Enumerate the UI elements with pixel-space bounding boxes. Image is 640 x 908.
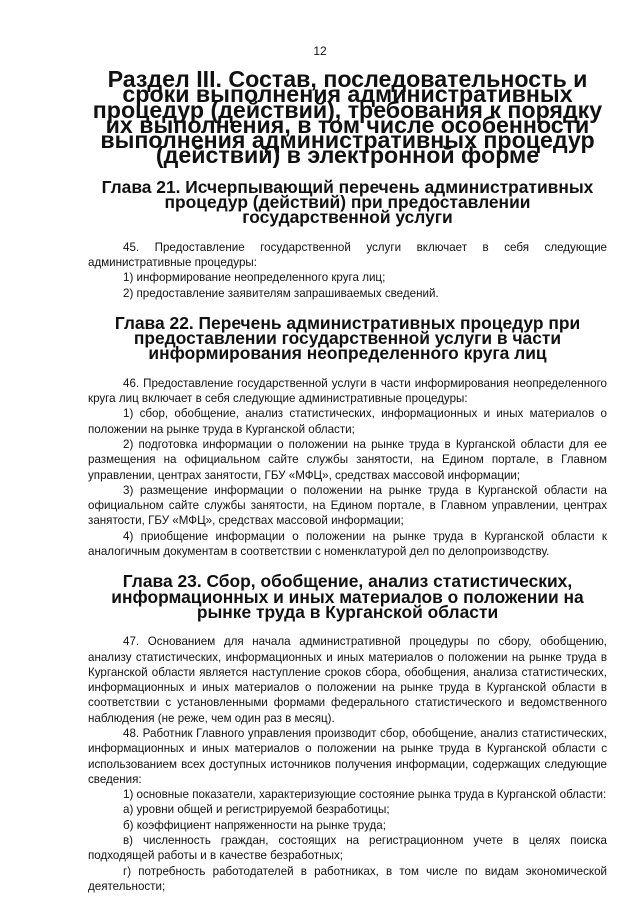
list-item: г) потребность работодателей в работниках, в том числе по видам экономической деятельности; <box>88 864 607 893</box>
chapter-22-body <box>88 376 607 560</box>
chapter-22-heading: Глава 22. Перечень административных процедур при предоставлении государственной услуги в части информирования неопределенного круга лиц <box>114 312 581 364</box>
list-item: 1) сбор, обобщение, анализ статистических, информационных и иных материалов о положении на рынке труда в Курганской области; <box>88 407 607 436</box>
list-item: в) численность граждан, состоящих на регистрационном учете в целях поиска подходящей работы и в качестве безработных; <box>88 834 607 863</box>
list-item: 1) основные показатели, характеризующие состояние рынка труда в Курганской области: <box>123 788 607 802</box>
chapter-23-heading: Глава 23. Сбор, обобщение, анализ статистических, информационных и иных материалов о положении на рынке труда в Курганской области <box>111 571 584 622</box>
chapter-21-heading: Глава 21. Исчерпывающий перечень административных процедур (действий) при предоставлении государственной услуги <box>101 176 594 228</box>
list-item: 2) предоставление заявителям запрашиваемых сведений. <box>123 286 439 300</box>
paragraph: 47. Основанием для начала административной процедуры по сбору, обобщению, анализу статистических, информационных и иных материалов о положении на рынке труда в Курганской области является наступление сроков сбора, обобщения, анализа статистических, информационных и иных материалов о положении на рынке труда в Курганской области в соответствии с установленными формами федерального статистического и ведомственного наблюдения (не реже, чем один раз в месяц). <box>88 635 607 725</box>
chapter-21-body <box>88 240 607 301</box>
paragraph: 48. Работник Главного управления производит сбор, обобщение, анализ статистических, информационных и иных материалов о положении на рынке труда в Курганской области с использованием всех доступных источников получения информации, содержащих следующие сведения: <box>88 726 607 786</box>
section-heading: Раздел III. Состав, последовательность и сроки выполнения административных процедур (действий), требования к порядку их выполнения, в том числе особенности выполнения административных процедур (действий) в электронной форме <box>92 66 603 169</box>
paragraph: 46. Предоставление государственной услуги в части информирования неопределенного круга лиц включает в себя следующие административные процедуры: <box>88 376 607 406</box>
list-item: б) коэффициент напряженности на рынке труда; <box>123 818 386 832</box>
list-item: а) уровни общей и регистрируемой безработицы; <box>123 803 390 817</box>
list-item: 2) подготовка информации о положении на рынке труда в Курганской области для ее размещения на официальном сайте службы занятости, на Едином портале, в Главном управлении, центрах занятости, ГБУ «МФЦ», средствах массовой информации; <box>88 437 607 482</box>
list-item: 3) размещение информации о положении на рынке труда в Курганской области на официальном сайте службы занятости, на Едином портале, в Главном управлении, центрах занятости, ГБУ «МФЦ», средствах массовой информации; <box>88 483 607 528</box>
list-item: 1) информирование неопределенного круга лиц; <box>123 271 386 285</box>
document-body <box>88 66 607 908</box>
list-item: 4) приобщение информации о положении на рынке труда в Курганской области к аналогичным документам в соответствии с номенклатурой дел по делопроизводству. <box>88 529 607 559</box>
chapter-23-body <box>88 634 607 894</box>
page-number: 12 <box>313 44 327 58</box>
paragraph: 45. Предоставление государственной услуги включает в себя следующие административные процедуры: <box>88 240 607 269</box>
